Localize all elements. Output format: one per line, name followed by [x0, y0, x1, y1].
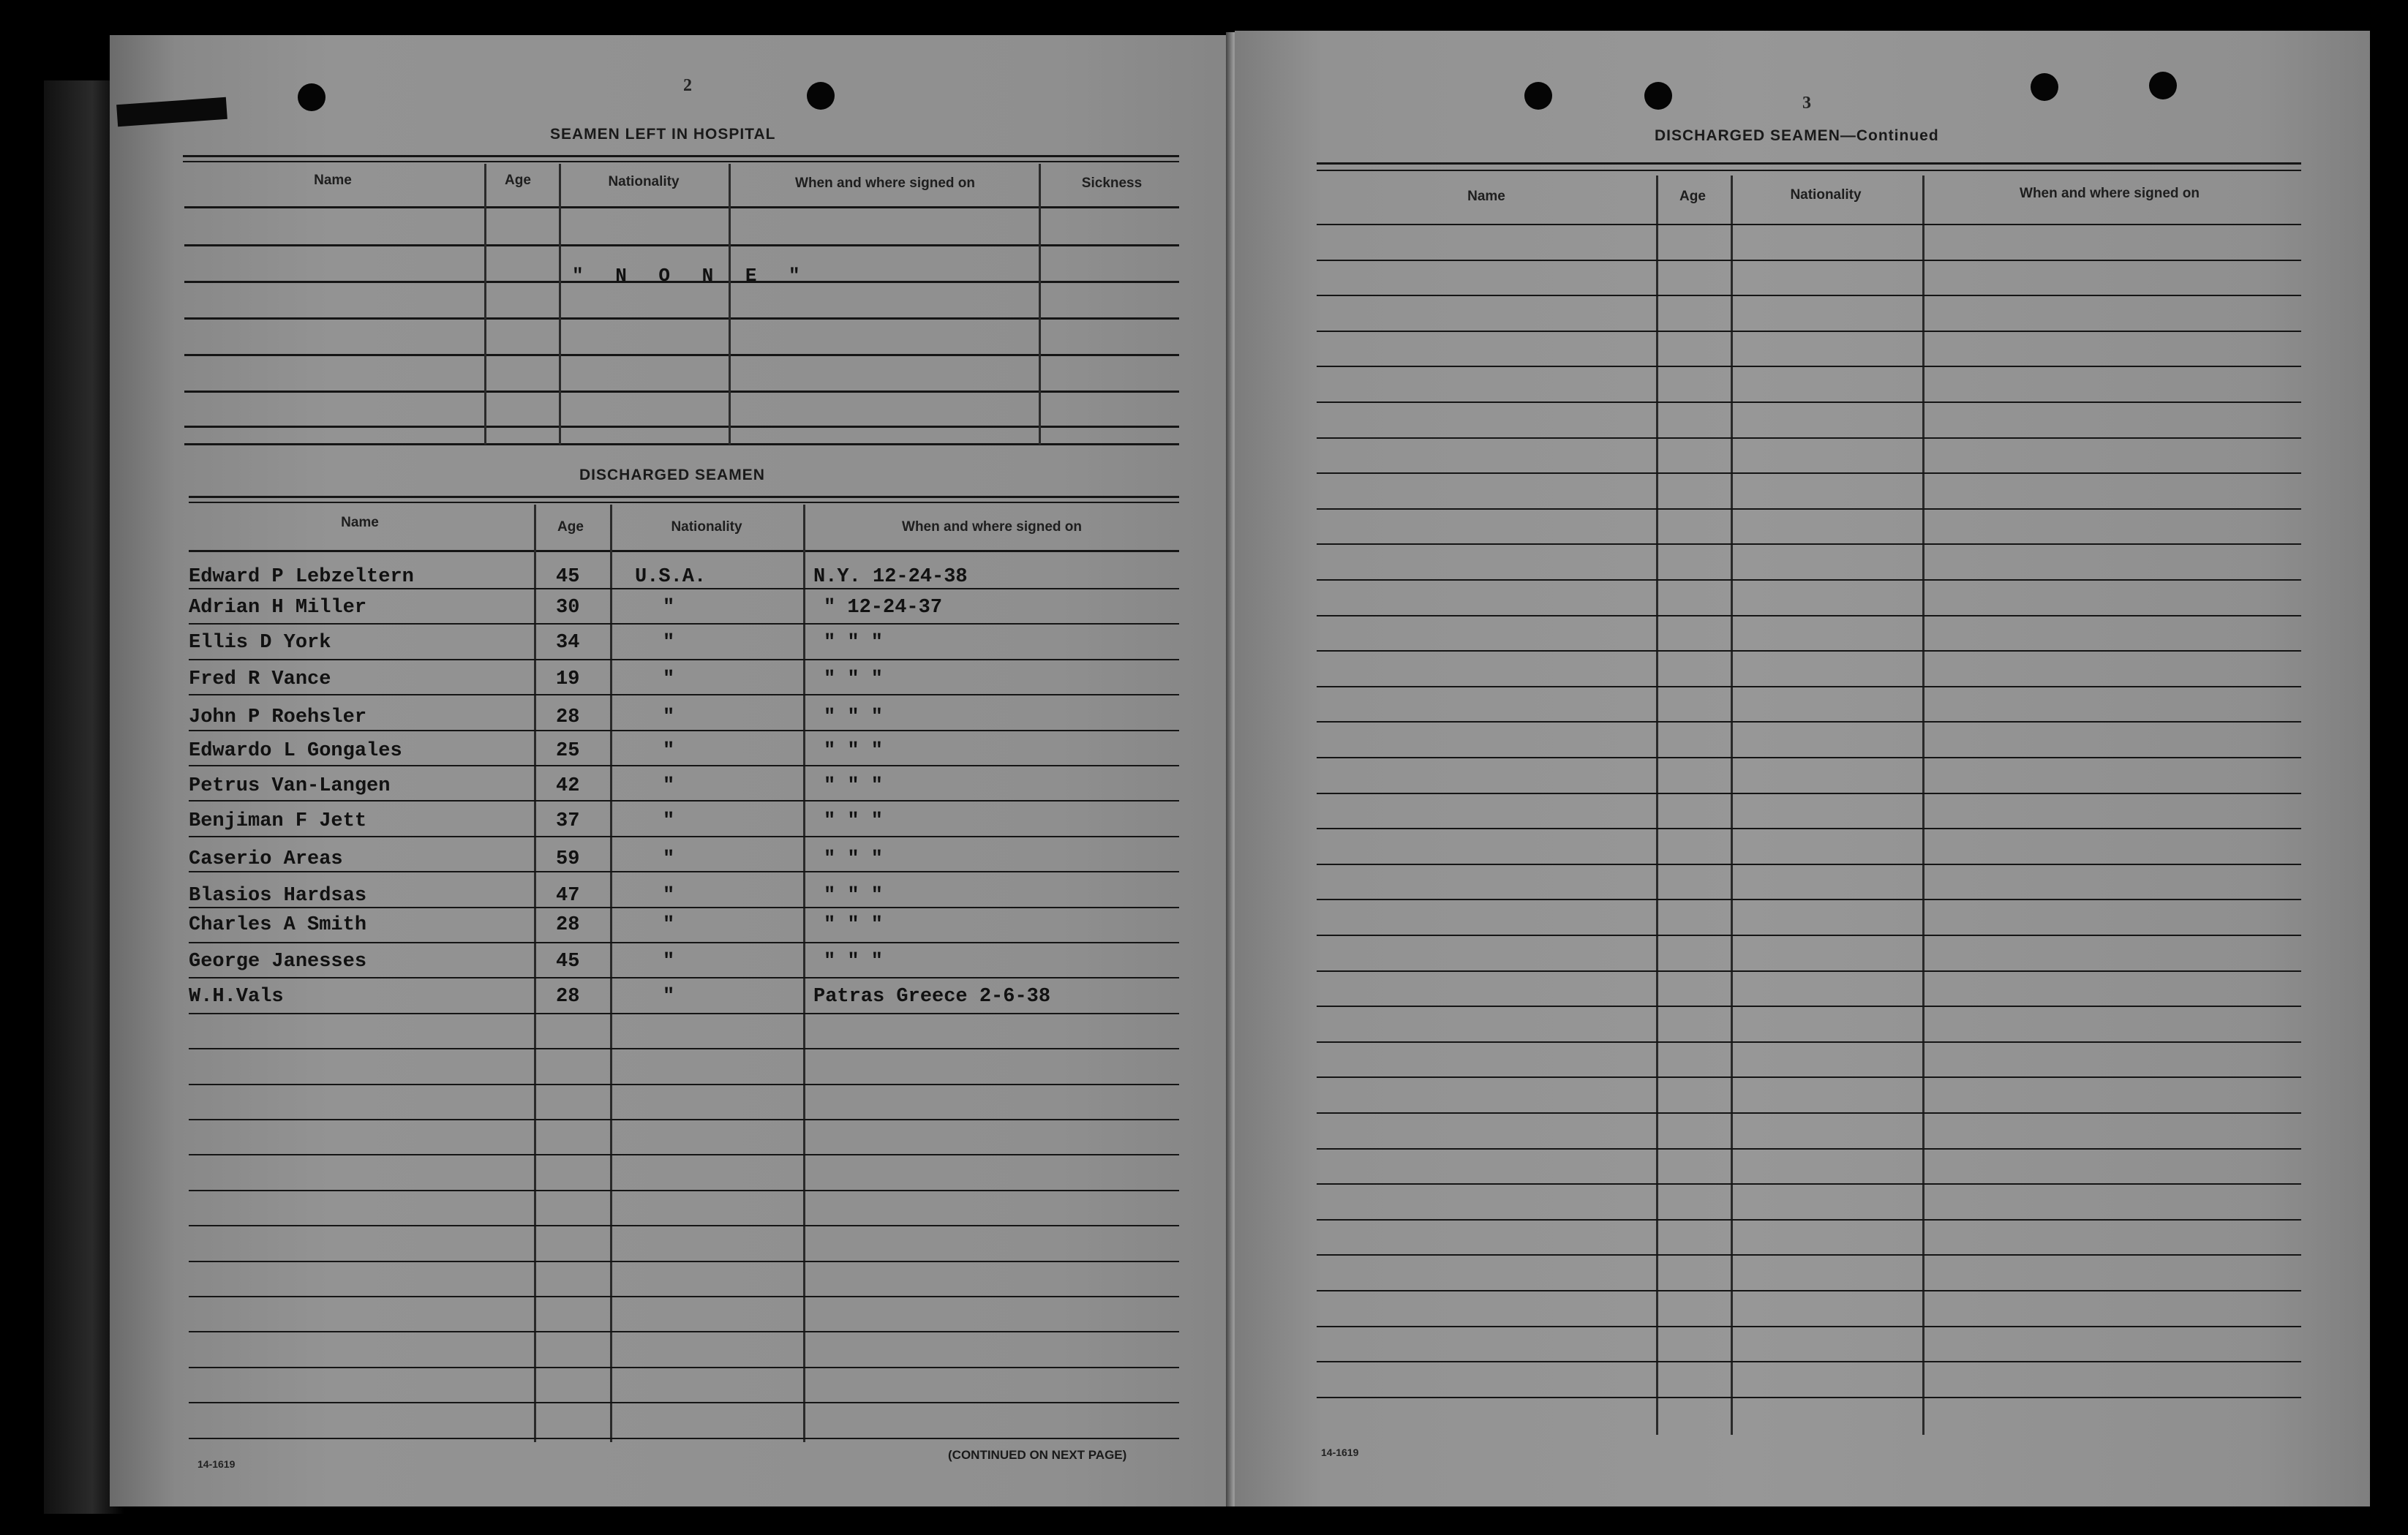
table-row-nationality: " [663, 810, 675, 832]
col-header-age: Age [1679, 189, 1706, 204]
ruled-line [189, 1367, 1179, 1368]
col-header-signed-on: When and where signed on [795, 176, 975, 191]
col-header-name: Name [341, 515, 379, 530]
table-row-signed-on: " " " [824, 810, 884, 832]
table-row-signed-on: " " " [824, 706, 884, 728]
col-header-name: Name [1467, 189, 1505, 204]
ruled-line [1317, 543, 2301, 545]
ruled-line [189, 1013, 1179, 1014]
table-row-name: Fred R Vance [189, 668, 331, 690]
rule [184, 244, 1179, 246]
table-row-age: 47 [556, 885, 580, 907]
col-divider [559, 164, 561, 445]
ruled-line [189, 1084, 1179, 1085]
ruled-line [1317, 295, 2301, 296]
ruled-line [1317, 401, 2301, 403]
punch-hole [2149, 72, 2177, 99]
table-row-nationality: " [663, 885, 675, 907]
punch-hole [2031, 73, 2058, 101]
table-row-nationality: " [663, 706, 675, 728]
page-number: 2 [683, 76, 692, 95]
ruled-line [1317, 366, 2301, 367]
ruled-line [1317, 1219, 2301, 1221]
col-divider [729, 164, 731, 445]
table-row-age: 45 [556, 951, 580, 973]
col-divider [1656, 176, 1658, 1435]
ruled-line [1317, 935, 2301, 936]
punch-hole [1644, 82, 1672, 110]
rule [189, 550, 1179, 552]
col-header-nationality: Nationality [671, 519, 742, 535]
table-row-signed-on: " " " [824, 914, 884, 936]
table-row-signed-on: N.Y. 12-24-38 [813, 566, 968, 588]
ruled-line [1317, 864, 2301, 865]
rule [189, 502, 1179, 503]
ruled-line [189, 1402, 1179, 1403]
table-row-nationality: " [663, 632, 675, 654]
col-divider [803, 505, 805, 1442]
ruled-line [1317, 508, 2301, 510]
table-row-nationality: " [663, 668, 675, 690]
ruled-line [189, 730, 1179, 731]
table-row-age: 37 [556, 810, 580, 832]
discharged-section-title: DISCHARGED SEAMEN [579, 467, 765, 483]
col-header-nationality: Nationality [608, 174, 680, 189]
ruled-line [1317, 1361, 2301, 1362]
rule [184, 354, 1179, 356]
ruled-line [1317, 721, 2301, 723]
ruled-line [1317, 899, 2301, 900]
col-header-name: Name [314, 173, 352, 188]
table-row-signed-on: " " " [824, 775, 884, 797]
ruled-line [189, 623, 1179, 625]
table-row-name: Charles A Smith [189, 914, 367, 936]
table-row-name: Blasios Hardsas [189, 885, 367, 907]
table-row-age: 28 [556, 914, 580, 936]
table-row-name: Petrus Van-Langen [189, 775, 391, 797]
ruled-line [1317, 1290, 2301, 1291]
table-row-signed-on: " " " [824, 885, 884, 907]
ruled-line [189, 1261, 1179, 1262]
table-row-signed-on: " " " [824, 740, 884, 762]
rule [183, 155, 1179, 157]
ruled-line [1317, 970, 2301, 972]
table-row-signed-on: " " " [824, 951, 884, 973]
col-divider [610, 505, 612, 1442]
punch-hole [1524, 82, 1552, 110]
page-number: 3 [1802, 94, 1811, 113]
ruled-line [1317, 1148, 2301, 1150]
col-header-nationality: Nationality [1790, 187, 1862, 203]
col-header-signed-on: When and where signed on [2020, 186, 2200, 201]
table-row-nationality: " [663, 848, 675, 870]
table-row-name: Ellis D York [189, 632, 331, 654]
ruled-line [189, 765, 1179, 766]
ruled-line [1317, 331, 2301, 332]
rule [184, 206, 1179, 208]
punch-hole [298, 83, 326, 111]
rule [184, 317, 1179, 320]
table-row-name: George Janesses [189, 951, 367, 973]
ruled-line [1317, 793, 2301, 794]
rule [189, 496, 1179, 498]
table-row-nationality: " [663, 951, 675, 973]
col-header-age: Age [505, 173, 531, 188]
table-row-nationality: U.S.A. [635, 566, 707, 588]
table-row-nationality: " [663, 775, 675, 797]
col-header-sickness: Sickness [1081, 176, 1143, 191]
table-row-age: 59 [556, 848, 580, 870]
table-row-age: 42 [556, 775, 580, 797]
ruled-line [189, 871, 1179, 872]
ruled-line [1317, 579, 2301, 581]
punch-hole [807, 82, 835, 110]
left-page [110, 35, 1233, 1506]
ruled-line [189, 1048, 1179, 1049]
rule [184, 443, 1179, 445]
table-row-age: 30 [556, 597, 580, 619]
table-row-name: Edwardo L Gongales [189, 740, 402, 762]
table-row-signed-on: " " " [824, 632, 884, 654]
ruled-line [1317, 828, 2301, 829]
ruled-line [189, 1154, 1179, 1155]
col-divider [484, 164, 486, 445]
ruled-line [1317, 615, 2301, 616]
form-number: 14-1619 [197, 1458, 236, 1470]
ruled-line [1317, 1397, 2301, 1398]
col-header-signed-on: When and where signed on [902, 519, 1082, 535]
table-row-signed-on: Patras Greece 2-6-38 [813, 986, 1051, 1008]
col-header-age: Age [557, 519, 584, 535]
hospital-entry: " N O N E " [572, 265, 810, 287]
ruled-line [189, 659, 1179, 660]
ruled-line [189, 977, 1179, 978]
col-divider [1922, 176, 1924, 1435]
hospital-section-title: SEAMEN LEFT IN HOSPITAL [550, 126, 776, 143]
ruled-line [1317, 224, 2301, 225]
continued-section-title: DISCHARGED SEAMEN—Continued [1655, 127, 1939, 144]
ruled-line [189, 1190, 1179, 1191]
table-row-signed-on: " " " [824, 848, 884, 870]
ruled-line [189, 1119, 1179, 1120]
table-row-age: 28 [556, 706, 580, 728]
ruled-line [1317, 1183, 2301, 1185]
form-number: 14-1619 [1321, 1447, 1359, 1458]
ruled-line [189, 1331, 1179, 1332]
table-row-age: 45 [556, 566, 580, 588]
col-divider [1039, 164, 1041, 445]
table-row-name: Edward P Lebzeltern [189, 566, 414, 588]
ruled-line [1317, 260, 2301, 261]
table-row-age: 19 [556, 668, 580, 690]
table-row-age: 25 [556, 740, 580, 762]
table-row-age: 28 [556, 986, 580, 1008]
table-row-name: John P Roehsler [189, 706, 367, 728]
table-row-nationality: " [663, 914, 675, 936]
table-row-name: Benjiman F Jett [189, 810, 367, 832]
table-row-nationality: " [663, 597, 675, 619]
ruled-line [1317, 1254, 2301, 1256]
ruled-line [1317, 1076, 2301, 1078]
ruled-line [189, 1296, 1179, 1297]
table-row-nationality: " [663, 986, 675, 1008]
table-row-name: W.H.Vals [189, 986, 284, 1008]
ruled-line [1317, 1326, 2301, 1327]
table-row-name: Adrian H Miller [189, 597, 367, 619]
ruled-line [189, 800, 1179, 802]
ruled-line [1317, 650, 2301, 652]
ruled-line [189, 942, 1179, 943]
ruled-line [189, 588, 1179, 589]
table-row-signed-on: " " " [824, 668, 884, 690]
continued-note: (CONTINUED ON NEXT PAGE) [948, 1448, 1127, 1462]
ruled-line [1317, 686, 2301, 687]
ruled-line [189, 694, 1179, 695]
rule [1317, 170, 2301, 171]
table-row-age: 34 [556, 632, 580, 654]
rule [184, 391, 1179, 393]
col-divider [1731, 176, 1733, 1435]
ruled-line [1317, 1041, 2301, 1043]
ruled-line [1317, 1112, 2301, 1114]
rule [1317, 162, 2301, 165]
col-divider [534, 505, 536, 1442]
ruled-line [1317, 472, 2301, 474]
ruled-line [189, 836, 1179, 837]
ruled-line [1317, 757, 2301, 758]
rule [184, 426, 1179, 428]
right-page [1235, 31, 2370, 1506]
ruled-line [1317, 437, 2301, 439]
ruled-line [189, 1225, 1179, 1226]
ruled-line [189, 1438, 1179, 1439]
table-row-nationality: " [663, 740, 675, 762]
table-row-name: Caserio Areas [189, 848, 343, 870]
table-row-signed-on: " 12-24-37 [824, 597, 943, 619]
rule [183, 161, 1179, 162]
ruled-line [189, 907, 1179, 908]
ruled-line [1317, 1006, 2301, 1007]
